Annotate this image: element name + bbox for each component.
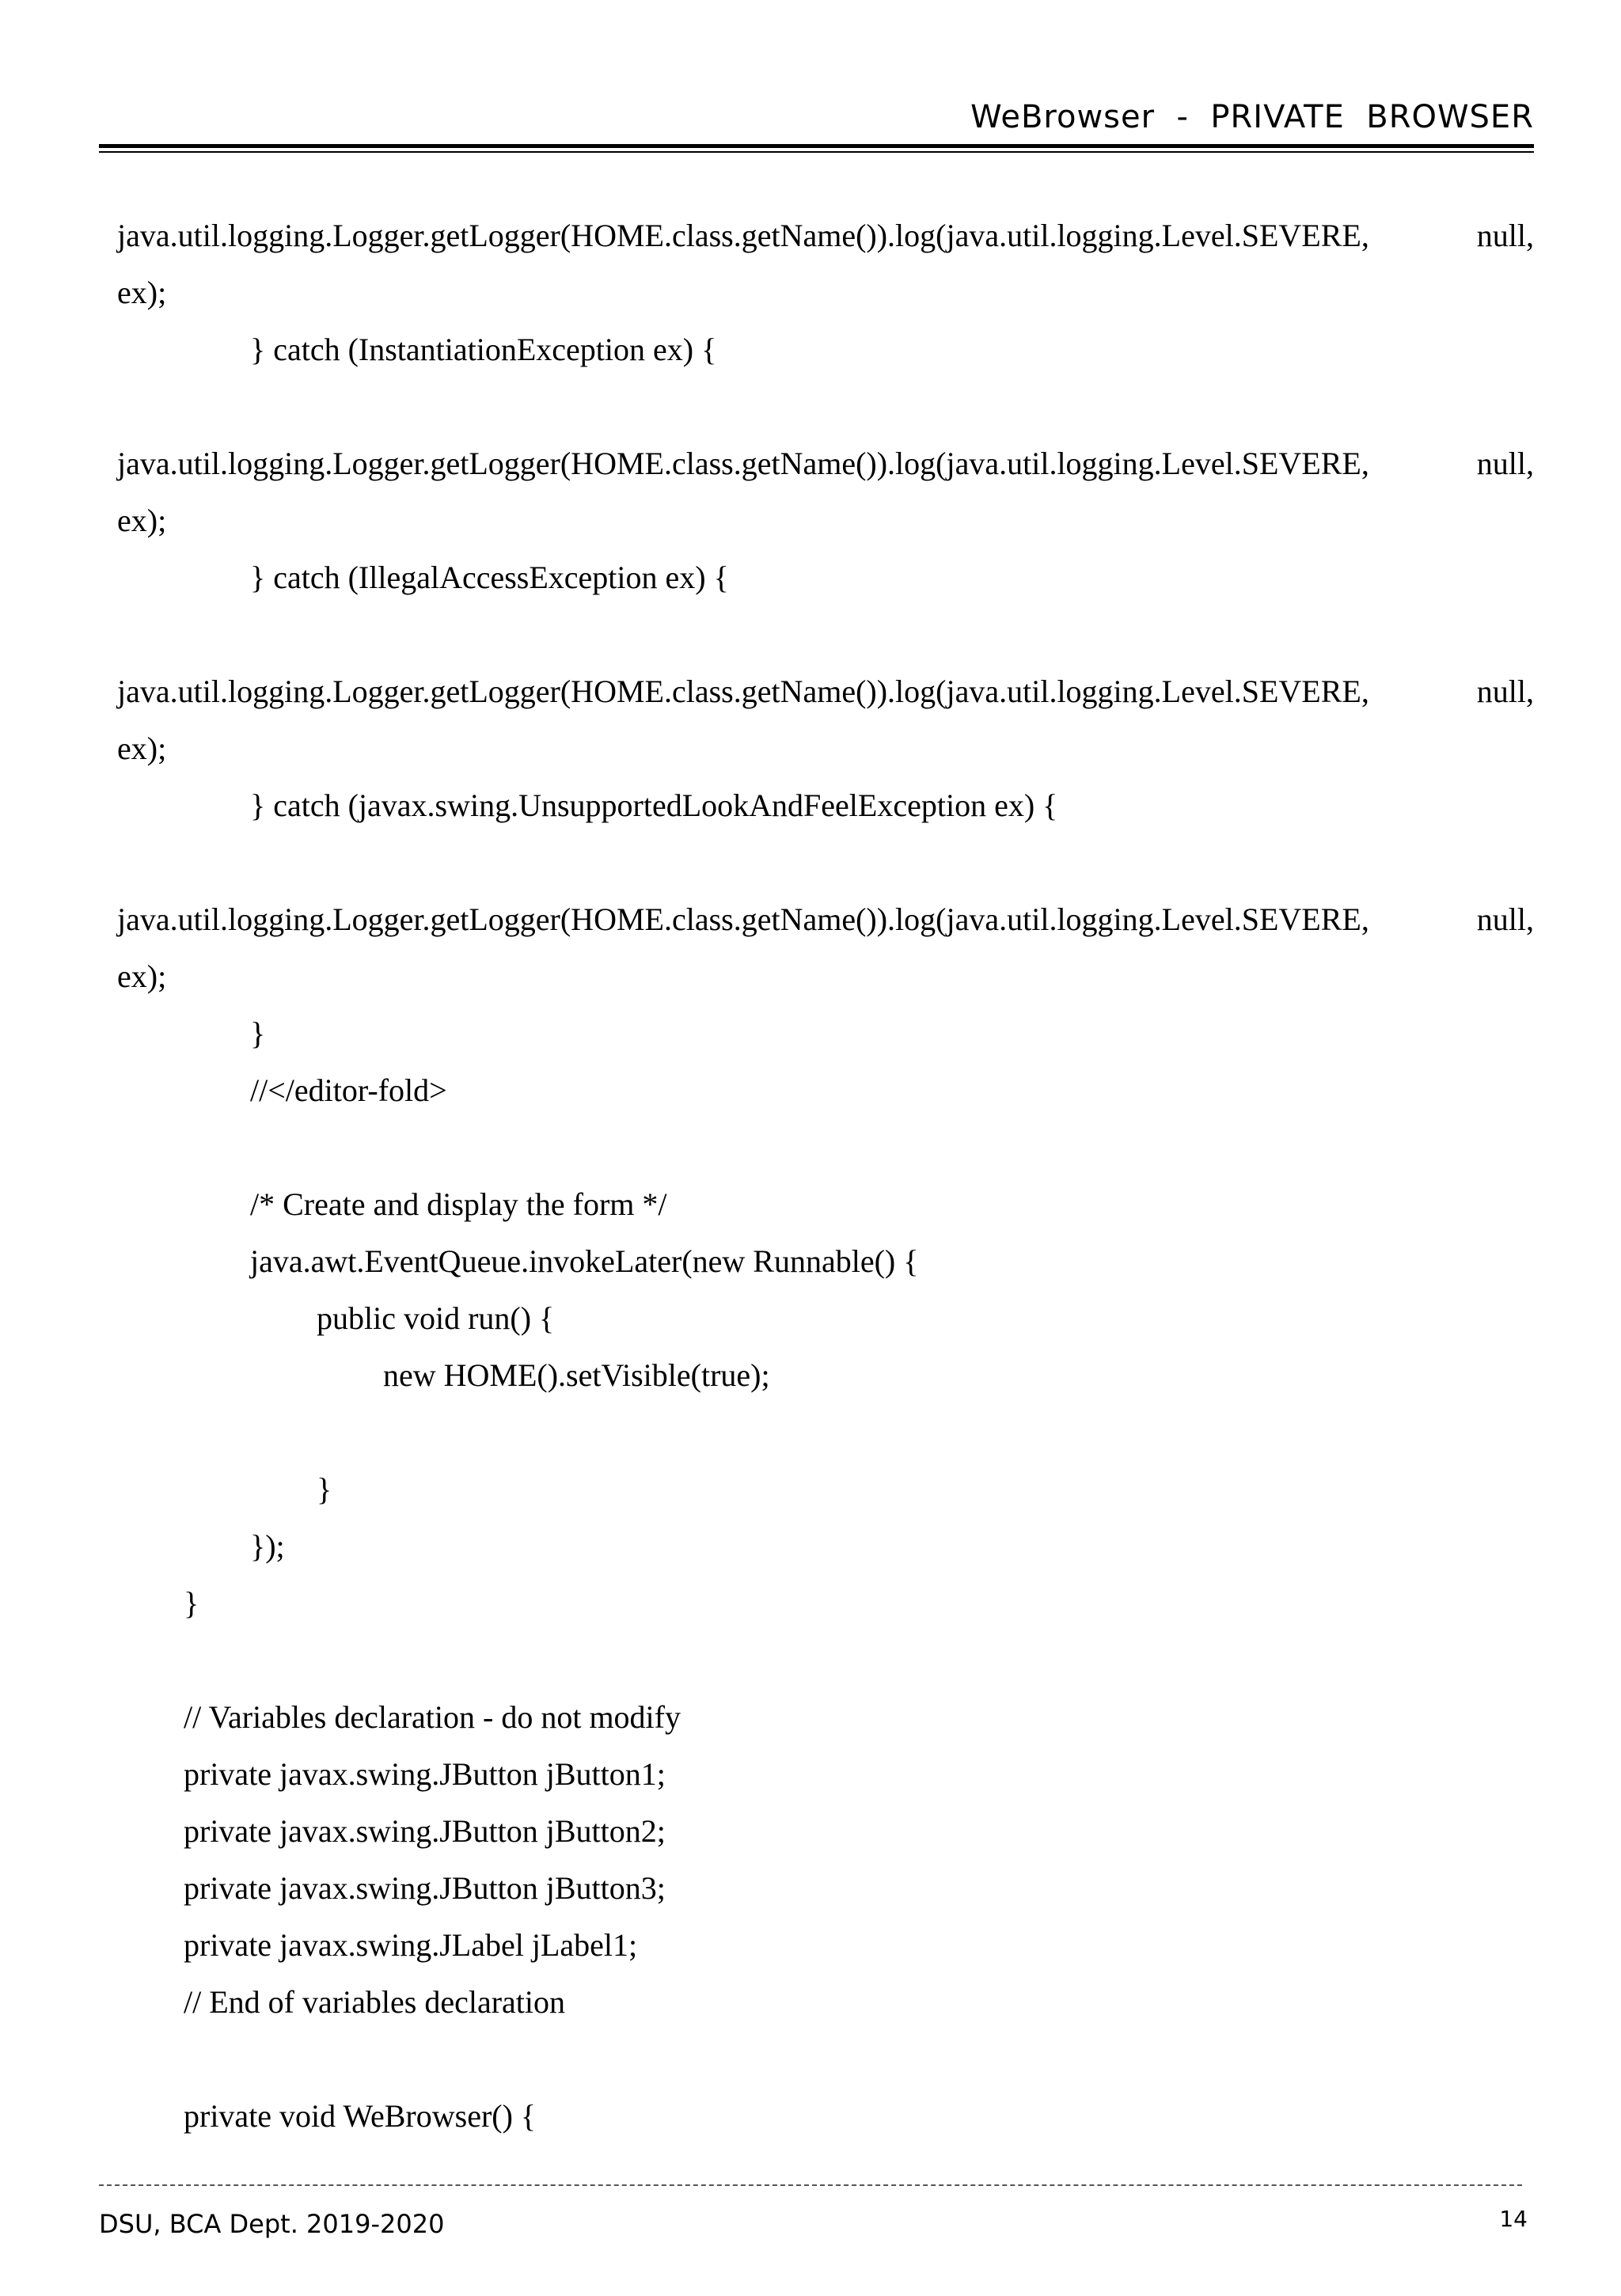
code-line: private void WeBrowser() {	[184, 2098, 537, 2134]
code-line	[117, 891, 1534, 948]
header-title: WeBrowser - PRIVATE BROWSER	[970, 99, 1534, 135]
code-text: java.util.logging.Logger.getLogger(HOME.class.getName()).log(java.util.logging.Level.SEVERE,	[117, 446, 1369, 481]
code-line: /* Create and display the form */	[250, 1186, 667, 1222]
code-line: ex);	[117, 275, 167, 310]
code-trailing-text: null,	[1476, 218, 1534, 253]
code-line: } catch (javax.swing.UnsupportedLookAndFeelException ex) {	[250, 787, 1058, 823]
code-text: java.util.logging.Logger.getLogger(HOME.class.getName()).log(java.util.logging.Level.SEVERE,	[117, 901, 1369, 937]
code-line: public void run() {	[317, 1300, 555, 1336]
code-line	[117, 1119, 1534, 1176]
page-number: 14	[1499, 2206, 1528, 2232]
code-line: });	[250, 1528, 285, 1564]
footer-department: DSU, BCA Dept. 2019-2020	[99, 2209, 445, 2239]
code-line: }	[317, 1471, 332, 1507]
code-line	[117, 1632, 1534, 1689]
footer-divider	[99, 2184, 1522, 2186]
code-line: // Variables declaration - do not modify	[184, 1699, 681, 1735]
code-line	[117, 435, 1534, 492]
code-line: private javax.swing.JButton jButton1;	[184, 1756, 666, 1792]
code-line: java.awt.EventQueue.invokeLater(new Runnable() {	[250, 1243, 919, 1279]
header-rule-thick	[99, 144, 1534, 148]
code-line: } catch (InstantiationException ex) {	[250, 332, 717, 367]
code-line	[117, 207, 1534, 264]
code-line: }	[184, 1585, 199, 1621]
code-line: ex);	[117, 503, 167, 538]
code-line	[117, 663, 1534, 720]
code-line: private javax.swing.JButton jButton3;	[184, 1870, 666, 1906]
page-header	[99, 93, 1534, 157]
code-line: // End of variables declaration	[184, 1984, 566, 2020]
code-text: java.util.logging.Logger.getLogger(HOME.class.getName()).log(java.util.logging.Level.SEVERE,	[117, 218, 1369, 253]
code-line: new HOME().setVisible(true);	[383, 1357, 770, 1393]
code-line: } catch (IllegalAccessException ex) {	[250, 560, 729, 595]
code-line: private javax.swing.JLabel jLabel1;	[184, 1927, 638, 1963]
code-trailing-text: null,	[1476, 674, 1534, 709]
code-line: ex);	[117, 731, 167, 766]
code-line	[117, 834, 1534, 891]
code-text: java.util.logging.Logger.getLogger(HOME.class.getName()).log(java.util.logging.Level.SEVERE,	[117, 674, 1369, 709]
code-line	[117, 2031, 1534, 2088]
code-listing	[117, 207, 1534, 2145]
code-trailing-text: null,	[1476, 446, 1534, 481]
code-trailing-text: null,	[1476, 901, 1534, 937]
code-line	[117, 606, 1534, 663]
code-line: //</editor-fold>	[250, 1072, 447, 1108]
header-rule-thin	[99, 151, 1534, 153]
code-line	[117, 1404, 1534, 1461]
code-line: }	[250, 1015, 266, 1051]
code-line	[117, 378, 1534, 435]
code-line: private javax.swing.JButton jButton2;	[184, 1813, 666, 1849]
code-line: ex);	[117, 958, 167, 994]
